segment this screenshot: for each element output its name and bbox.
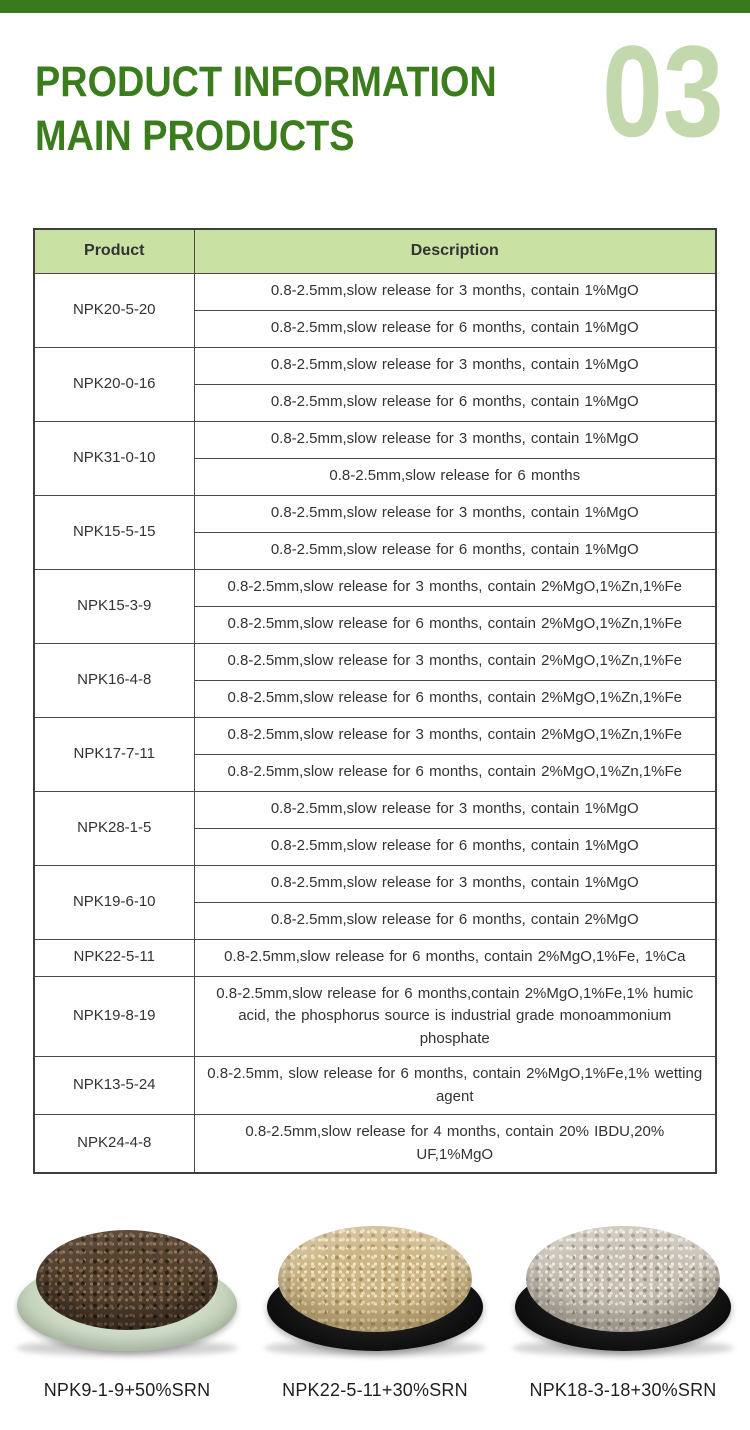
product-table-body [34, 273, 716, 1173]
product-description-cell: 0.8-2.5mm,slow release for 6 months, contain 2%MgO,1%Zn,1%Fe [194, 606, 716, 643]
top-accent-bar [0, 0, 750, 13]
table-row [34, 1057, 716, 1115]
product-description-cell: 0.8-2.5mm,slow release for 3 months, contain 1%MgO [194, 791, 716, 828]
product-description-cell: 0.8-2.5mm,slow release for 6 months, contain 1%MgO [194, 532, 716, 569]
table-row [34, 421, 716, 458]
product-photo-2 [256, 1222, 494, 1400]
column-header-product: Product [34, 229, 194, 273]
product-description-cell: 0.8-2.5mm,slow release for 3 months, contain 1%MgO [194, 273, 716, 310]
product-description-cell: 0.8-2.5mm,slow release for 6 months, contain 2%MgO,1%Zn,1%Fe [194, 680, 716, 717]
product-name-cell: NPK19-8-19 [34, 976, 194, 1057]
photo-caption: NPK9-1-9+50%SRN [43, 1380, 211, 1400]
product-name-cell: NPK20-0-16 [34, 347, 194, 421]
product-description-cell: 0.8-2.5mm,slow release for 3 months, contain 2%MgO,1%Zn,1%Fe [194, 569, 716, 606]
product-name-cell: NPK15-3-9 [34, 569, 194, 643]
table-row [34, 939, 716, 976]
section-label: PRODUCT INFORMATION [35, 58, 497, 106]
product-description-cell: 0.8-2.5mm,slow release for 6 months, contain 2%MgO,1%Zn,1%Fe [194, 754, 716, 791]
product-description-cell: 0.8-2.5mm,slow release for 6 months, contain 2%MgO,1%Fe, 1%Ca [194, 939, 716, 976]
table-row [34, 495, 716, 532]
product-name-cell: NPK22-5-11 [34, 939, 194, 976]
product-description-cell: 0.8-2.5mm,slow release for 6 months, contain 1%MgO [194, 310, 716, 347]
table-row [34, 347, 716, 384]
gray-granules-pile [526, 1226, 720, 1332]
table-row [34, 791, 716, 828]
product-photos [0, 1222, 750, 1400]
page-number: 03 [602, 18, 724, 164]
product-name-cell: NPK15-5-15 [34, 495, 194, 569]
brown-granules-pile [36, 1230, 218, 1330]
product-description-cell: 0.8-2.5mm,slow release for 6 months, contain 2%MgO [194, 902, 716, 939]
product-name-cell: NPK17-7-11 [34, 717, 194, 791]
table-row [34, 643, 716, 680]
table-row [34, 1115, 716, 1174]
photo-caption: NPK18-3-18+30%SRN [529, 1380, 717, 1400]
product-name-cell: NPK31-0-10 [34, 421, 194, 495]
product-description-cell: 0.8-2.5mm,slow release for 3 months, contain 2%MgO,1%Zn,1%Fe [194, 717, 716, 754]
table-header-row [34, 229, 716, 273]
photo-caption: NPK22-5-11+30%SRN [282, 1380, 468, 1400]
product-name-cell: NPK13-5-24 [34, 1057, 194, 1115]
table-row [34, 273, 716, 310]
product-description-cell: 0.8-2.5mm, slow release for 6 months, contain 2%MgO,1%Fe,1% wetting agent [194, 1057, 716, 1115]
table-row [34, 569, 716, 606]
product-photo-3 [504, 1222, 742, 1400]
product-name-cell: NPK28-1-5 [34, 791, 194, 865]
tan-granules-pile [278, 1226, 472, 1332]
product-description-cell: 0.8-2.5mm,slow release for 3 months, contain 1%MgO [194, 347, 716, 384]
table-row [34, 865, 716, 902]
product-description-cell: 0.8-2.5mm,slow release for 3 months, contain 2%MgO,1%Zn,1%Fe [194, 643, 716, 680]
product-name-cell: NPK16-4-8 [34, 643, 194, 717]
product-name-cell: NPK19-6-10 [34, 865, 194, 939]
product-name-cell: NPK24-4-8 [34, 1115, 194, 1174]
product-description-cell: 0.8-2.5mm,slow release for 6 months, contain 1%MgO [194, 384, 716, 421]
product-description-cell: 0.8-2.5mm,slow release for 6 months,contain 2%MgO,1%Fe,1% humic acid, the phosphorus source is industrial grade monoammonium phosphate [194, 976, 716, 1057]
product-name-cell: NPK20-5-20 [34, 273, 194, 347]
page-header [35, 56, 560, 164]
products-table [33, 228, 717, 1174]
table-row [34, 976, 716, 1057]
page-title: MAIN PRODUCTS [35, 111, 355, 160]
product-description-cell: 0.8-2.5mm,slow release for 4 months, contain 20% IBDU,20% UF,1%MgO [194, 1115, 716, 1174]
product-description-cell: 0.8-2.5mm,slow release for 3 months, contain 1%MgO [194, 421, 716, 458]
product-description-cell: 0.8-2.5mm,slow release for 6 months [194, 458, 716, 495]
product-description-cell: 0.8-2.5mm,slow release for 3 months, contain 1%MgO [194, 865, 716, 902]
product-description-cell: 0.8-2.5mm,slow release for 3 months, contain 1%MgO [194, 495, 716, 532]
product-description-cell: 0.8-2.5mm,slow release for 6 months, contain 1%MgO [194, 828, 716, 865]
table-row [34, 717, 716, 754]
column-header-description: Description [194, 229, 716, 273]
product-photo-1 [8, 1222, 246, 1400]
